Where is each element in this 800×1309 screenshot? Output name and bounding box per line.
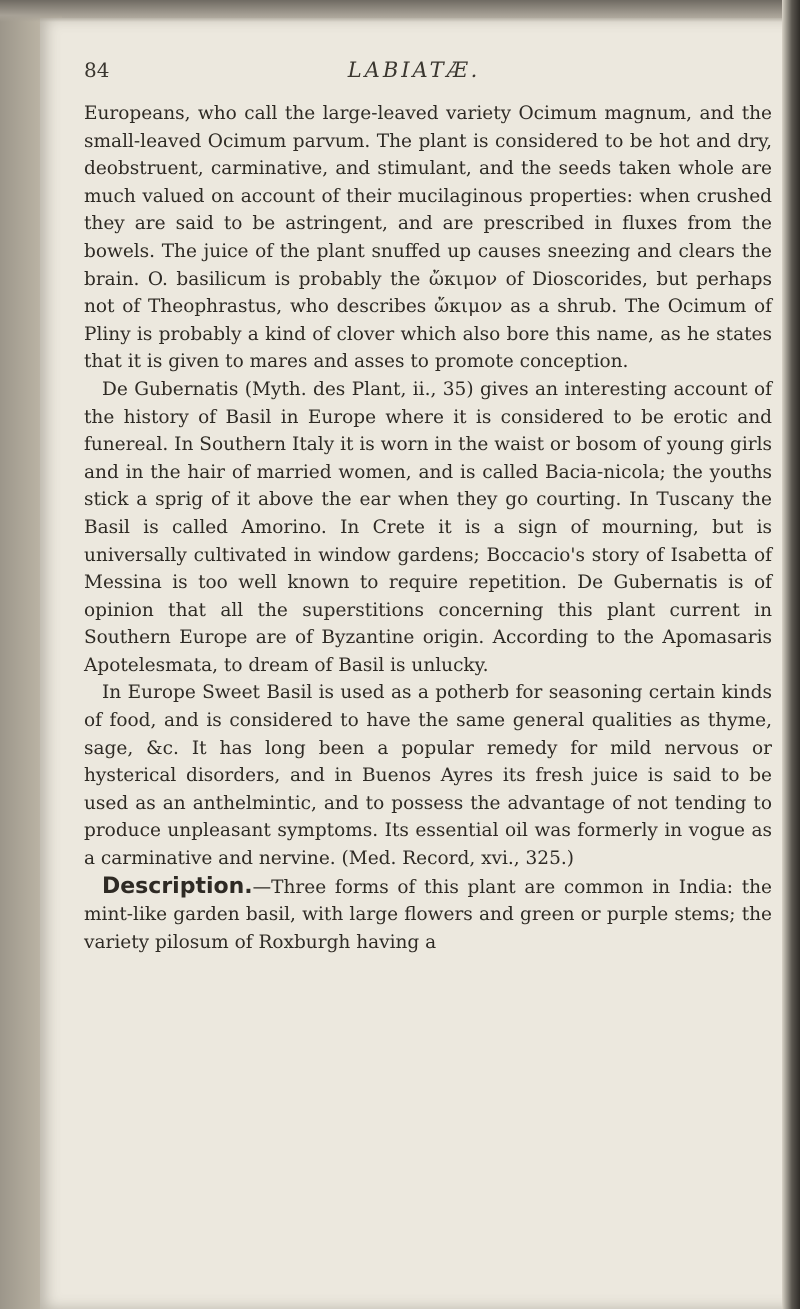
running-head: LABIATÆ. bbox=[347, 58, 481, 82]
paragraph: De Gubernatis (Myth. des Plant, ii., 35) gives an interesting account of the history of Basil in Europe where it is considered to be erotic and funereal. In Southern Italy it is worn in the waist or bosom of young girls and in the hair of married women, and is called Bacia-nicola; the youths stick a sprig of it above the ear when they go courting. In Tuscany the Basil is called Amorino. In Crete it is a sign of mourning, but is universally cultivated in window gardens; Boccacio's story of Isabetta of Messina is too well known to require repetition. De Gubernatis is of opinion that all the superstitions concerning this plant current in Southern Europe are of Byzantine origin. According to the Apomasaris Apotelesmata, to dream of Basil is unlucky. bbox=[84, 378, 772, 676]
paragraph: In Europe Sweet Basil is used as a potherb for seasoning certain kinds of food, and is considered to have the same general qualities as thyme, sage, &c. It has long been a popular remedy for mild nervous or hysterical disorders, and in Buenos Ayres its fresh juice is said to be used as an anthelmintic, and to possess the advantage of not tending to produce unpleasant symptoms. Its essential oil was formerly in vogue as a carminative and nervine. (Med. Record, xvi., 325.) bbox=[84, 682, 772, 870]
description-text: —Three forms of this plant are common in India: the mint-like garden basil, with large flowers and green or purple stems; the variety pilosum of Roxburgh having a bbox=[84, 876, 772, 953]
body-text bbox=[84, 100, 772, 956]
right-binding-edge bbox=[782, 0, 800, 1309]
top-shadow bbox=[0, 0, 800, 22]
description-heading: Description. bbox=[102, 873, 253, 899]
paragraph: Europeans, who call the large-leaved variety Ocimum magnum, and the small-leaved Ocimum parvum. The plant is considered to be hot and dry, deobstruent, carminative, and stimulant, and the seeds taken whole are much valued on account of their mucilaginous properties: when crushed they are said to be astringent, and are prescribed in fluxes from the bowels. The juice of the plant snuffed up causes sneezing and clears the brain. O. basilicum is probably the ὤκιμον of Dioscorides, but perhaps not of Theophrastus, who describes ὤκιμον as a shrub. The Ocimum of Pliny is probably a kind of clover which also bore this name, as he states that it is given to mares and asses to promote conception. bbox=[84, 103, 772, 373]
page-header bbox=[84, 58, 744, 98]
page-number: 84 bbox=[84, 58, 110, 82]
description-paragraph bbox=[84, 873, 772, 957]
